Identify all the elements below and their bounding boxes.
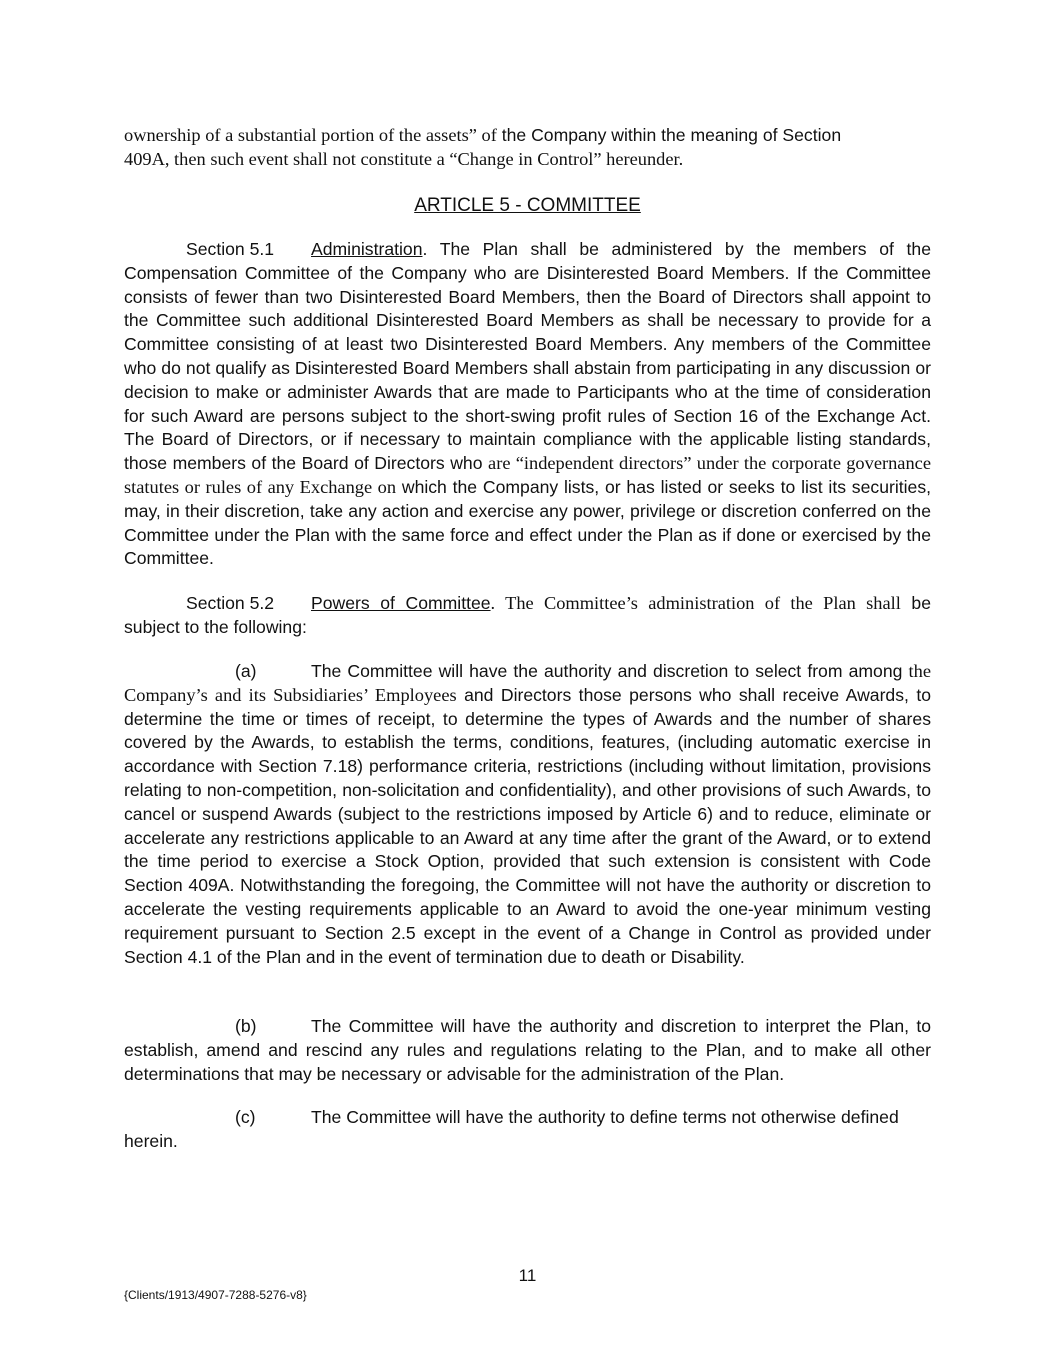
item-c-paragraph: [124, 1106, 931, 1154]
item-body: The Committee will have the authority to define terms not otherwise defined: [311, 1107, 899, 1127]
article-heading: [124, 194, 931, 218]
intro-serif-text-2: 409A, then such event shall not constitute a “Change in Control” hereunder.: [124, 148, 684, 169]
item-body-serif: the Company’s and its Subsidiaries’ Employees: [124, 661, 932, 705]
item-body: The Committee will have the authority and discretion to select from among: [311, 661, 903, 681]
section-body-2: which the Company lists, or has listed or seeks to list its securities, may, in their discretion, take any action and exercise any power, privilege or discretion conferred on the Committee under the Plan with the same force and effect under the Plan as if done or exercised by the Committee.: [124, 476, 932, 569]
section-5-1-paragraph: [124, 238, 931, 571]
item-body-2: and Directors those persons who shall receive Awards, to determine the time or times of receipt, to determine the types of Awards and the number of shares covered by the Awards, to establish the terms, conditions, features, (including automatic exercise in accordance with Section 7.18) performance criteria, restrictions (including without limitation, provisions relating to non-competition, non-solicitation and confidentiality), and other provisions of such Awards, to cancel or suspend Awards (subject to the restrictions imposed by Article 6) and to reduce, eliminate or accelerate any restrictions applicable to an Award at any time after the grant of the Award, or to extend the time period to exercise a Stock Option, provided that such extension is consistent with Code Section 409A. Notwithstanding the foregoing, the Committee will not have the authority or discretion to accelerate the vesting requirements applicable to an Award to avoid the one-year minimum vesting requirement pursuant to Section 2.5 except in the event of a Change in Control as provided under Section 4.1 of the Plan and in the event of termination due to death or Disability.: [124, 684, 931, 967]
article-title: ARTICLE 5 - COMMITTEE: [414, 195, 641, 216]
item-body: The Committee will have the authority and discretion to interpret the Plan, to establish, amend and rescind any rules and regulations relating to the Plan, and to make all other determinations that may be necessary or advisable for the administration of the Plan.: [124, 1016, 931, 1084]
section-number: Section 5.2: [186, 593, 275, 613]
item-body-2: herein.: [124, 1130, 178, 1151]
section-number: Section 5.1: [186, 239, 275, 259]
section-body-serif: . The Committee’s administration of the Plan shall: [490, 593, 901, 613]
section-title: Powers of Committee: [311, 593, 491, 613]
section-5-2-paragraph: [124, 592, 931, 640]
section-title: Administration: [311, 239, 423, 259]
item-a-paragraph: [124, 660, 931, 969]
document-reference: {Clients/1913/4907-7288-5276-v8}: [124, 1288, 307, 1302]
section-body-serif: are “independent directors” under the corporate governance statutes or rules of any Exchange on: [124, 453, 931, 497]
item-label: (c): [235, 1107, 256, 1127]
intro-sans-text: the Company within the meaning of Section: [496, 125, 842, 145]
section-body: be subject to the following:: [124, 593, 931, 637]
intro-serif-text: ownership of a substantial portion of the assets” of: [124, 125, 497, 145]
intro-paragraph: [124, 124, 931, 172]
item-b-paragraph: [124, 1015, 931, 1086]
item-label: (a): [235, 661, 257, 681]
section-body: . The Plan shall be administered by the members of the Compensation Committee of the Company who are Disinterested Board Members. If the Committee consists of fewer than two Disinterested Board Members, then the Board of Directors shall appoint to the Committee such additional Disinterested Board Members as shall be necessary to provide for a Committee consisting of at least two Disinterested Board Members. Any members of the Committee who do not qualify as Disinterested Board Members shall abstain from participating in any discussion or decision to make or administer Awards that are made to Participants who at the time of consideration for such Award are persons subject to the short-swing profit rules of Section 16 of the Exchange Act. The Board of Directors, or if necessary to maintain compliance with the applicable listing standards, those members of the Board of Directors who: [124, 239, 931, 474]
item-label: (b): [235, 1016, 257, 1036]
page-number: 11: [518, 1266, 537, 1285]
